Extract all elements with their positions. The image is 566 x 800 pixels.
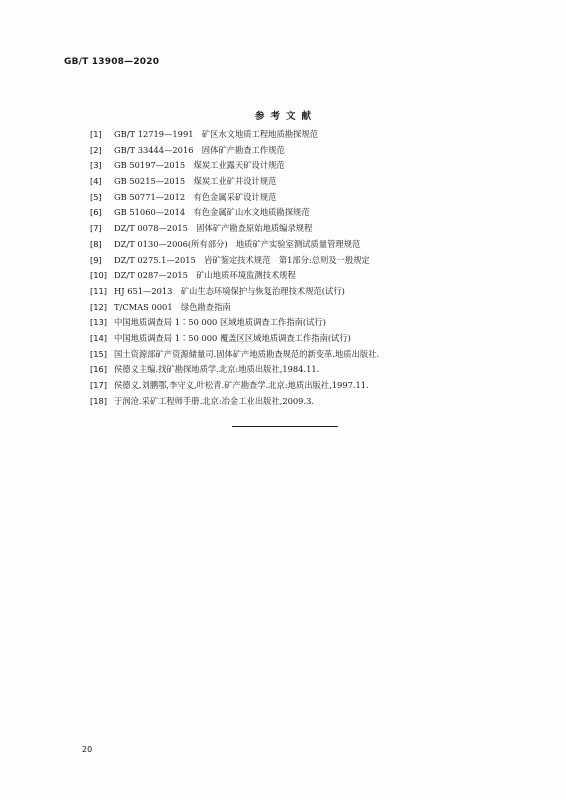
reference-item	[90, 238, 530, 254]
reference-text: DZ/T 0130—2006(所有部分) 地质矿产实验室测试质量管理规范	[114, 238, 361, 249]
reference-number: [11]	[90, 285, 108, 296]
reference-text: 侯德义,刘鹏鄂,李守义,叶松青.矿产勘查学.北京:地质出版社,1997.11.	[114, 380, 369, 390]
reference-text: DZ/T 0275.1—2015 岩矿鉴定技术规范 第1部分:总则及一般规定	[114, 254, 370, 265]
reference-number: [2]	[90, 144, 102, 155]
page-number: 20	[82, 745, 93, 754]
reference-item	[90, 222, 530, 238]
reference-number: [8]	[90, 238, 102, 249]
reference-item	[90, 206, 530, 222]
reference-text: GB 51060—2014 有色金属矿山水文地质勘探规范	[114, 207, 310, 218]
reference-text: GB 50215—2015 煤炭工业矿井设计规范	[114, 176, 277, 187]
reference-number: [9]	[90, 254, 102, 265]
reference-item	[90, 191, 530, 207]
reference-item	[90, 254, 530, 270]
reference-text: GB 50771—2012 有色金属采矿设计规范	[114, 191, 277, 202]
reference-item	[90, 144, 530, 160]
reference-item	[90, 128, 530, 144]
reference-number: [4]	[90, 176, 102, 187]
reference-text: T/CMAS 0001 绿色勘查指南	[114, 301, 231, 312]
reference-number: [13]	[90, 317, 108, 328]
reference-text: GB 50197—2015 煤炭工业露天矿设计规范	[114, 160, 285, 171]
reference-text: 侯德义主编.找矿勘探地质学.北京:地质出版社,1984.11.	[114, 364, 320, 375]
end-rule	[232, 426, 338, 427]
reference-text: 于润沧.采矿工程师手册.北京:冶金工业出版社,2009.3.	[114, 395, 315, 406]
reference-number: [12]	[90, 301, 108, 312]
reference-item	[90, 285, 530, 301]
reference-item	[90, 301, 530, 317]
reference-item	[90, 395, 530, 411]
reference-text: DZ/T 0287—2015 矿山地质环境监测技术规程	[114, 270, 296, 281]
reference-text: DZ/T 0078—2015 固体矿产勘查原始地质编录规程	[114, 223, 313, 234]
reference-number: [6]	[90, 207, 102, 218]
reference-text: HJ 651—2013 矿山生态环境保护与恢复治理技术规范(试行)	[114, 285, 345, 296]
reference-item	[90, 175, 530, 191]
reference-number: [10]	[90, 270, 108, 281]
reference-list	[90, 128, 530, 410]
reference-number: [1]	[90, 129, 102, 139]
reference-number: [7]	[90, 223, 102, 234]
reference-number: [17]	[90, 380, 108, 390]
reference-number: [3]	[90, 160, 102, 171]
reference-item	[90, 379, 530, 395]
reference-number: [16]	[90, 364, 108, 375]
reference-item	[90, 316, 530, 332]
reference-item	[90, 269, 530, 285]
reference-number: [18]	[90, 395, 108, 406]
reference-item	[90, 332, 530, 348]
reference-text: GB/T 33444—2016 固体矿产勘查工作规范	[114, 144, 285, 155]
reference-text: 中国地质调查局 1∶50 000 覆盖区区域地质调查工作指南(试行)	[114, 332, 351, 343]
reference-number: [5]	[90, 191, 102, 202]
reference-item	[90, 159, 530, 175]
reference-number: [14]	[90, 332, 108, 343]
reference-text: 国土资源部矿产资源储量司.固体矿产地质勘查规范的新变革.地质出版社.	[114, 348, 380, 359]
reference-number: [15]	[90, 348, 108, 359]
reference-item	[90, 348, 530, 364]
reference-item	[90, 363, 530, 379]
reference-text: GB/T 12719—1991 矿区水文地质工程地质勘探规范	[114, 129, 318, 139]
section-title: 参考文献	[254, 111, 317, 122]
standard-number: GB/T 13908—2020	[64, 57, 160, 67]
reference-text: 中国地质调查局 1∶50 000 区域地质调查工作指南(试行)	[114, 317, 326, 328]
